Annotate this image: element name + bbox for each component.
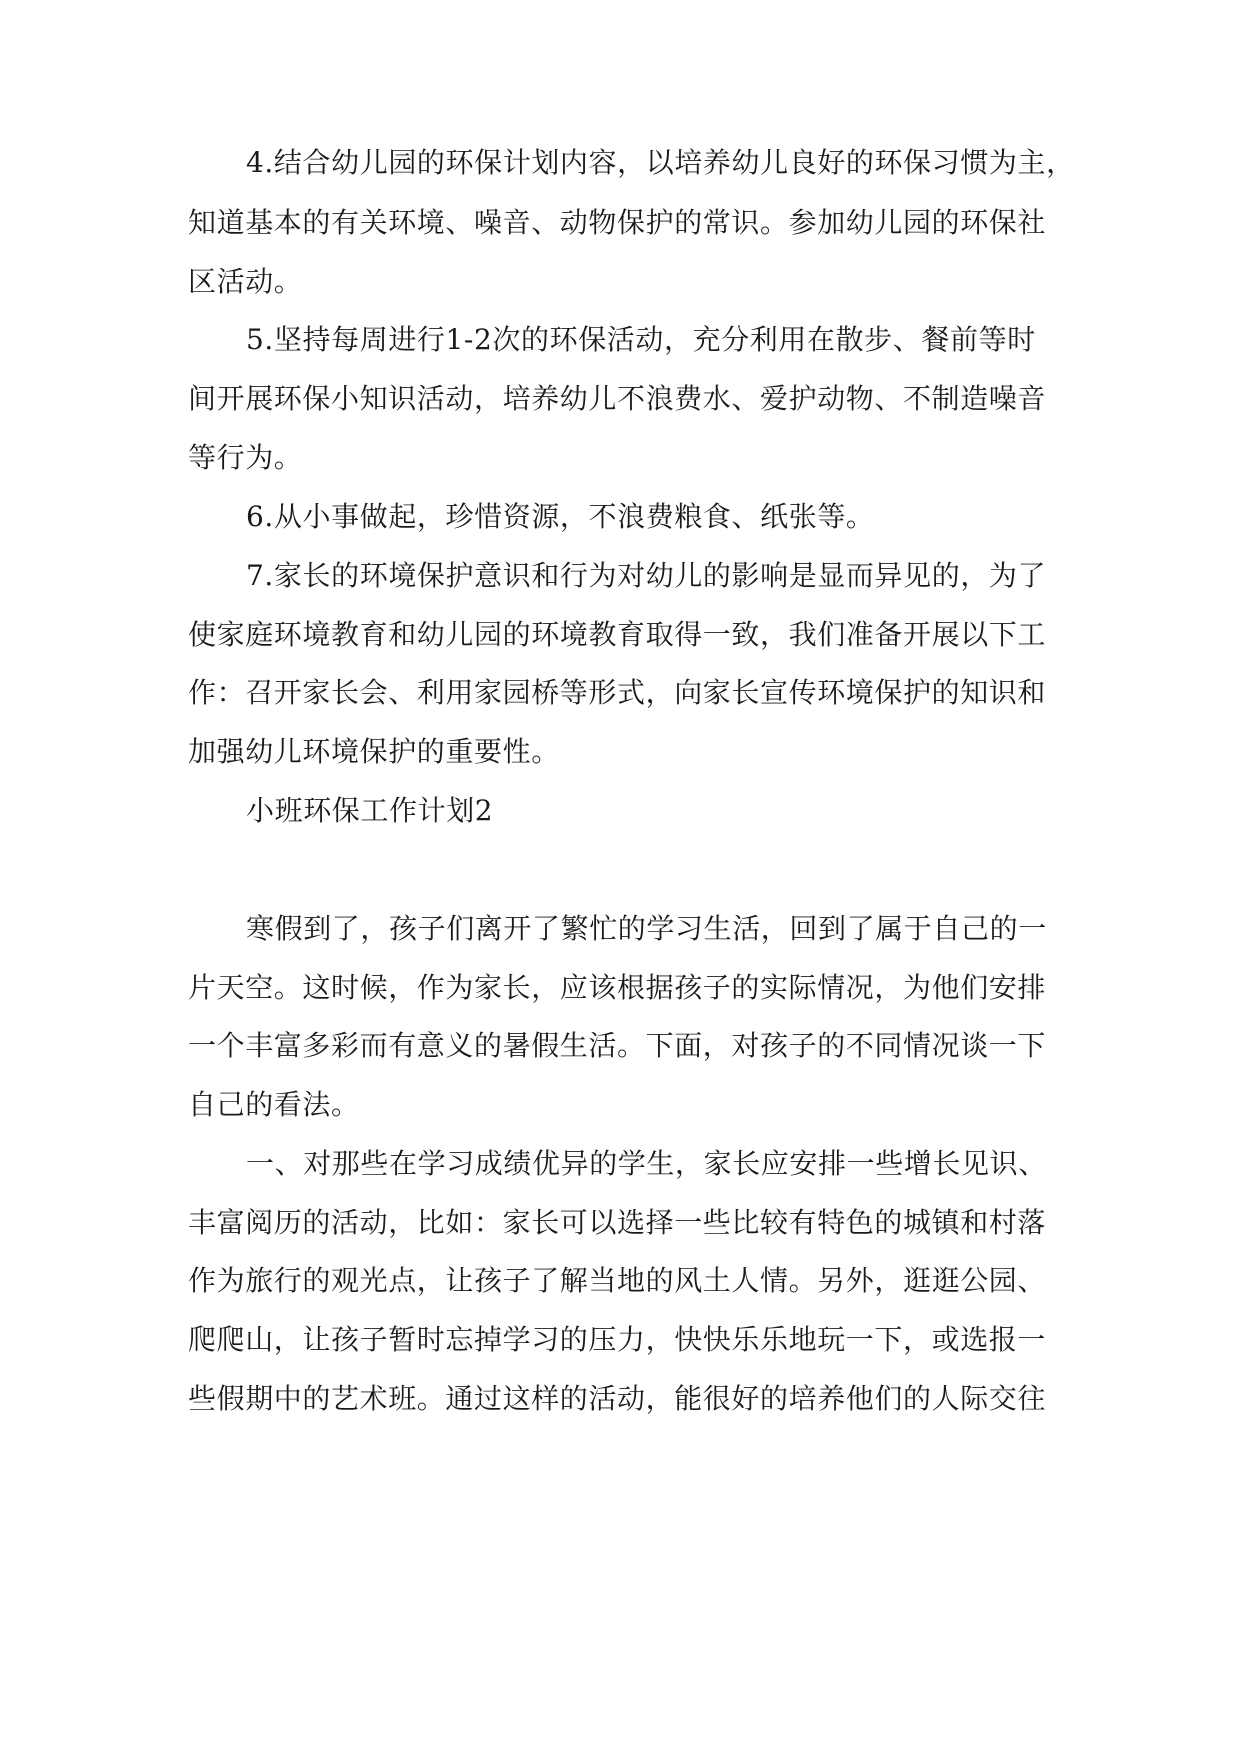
paragraph-5-line-1: 5.坚持每周进行1-2次的环保活动，充分利用在散步、餐前等时: [246, 323, 1036, 356]
point-one-line-3: 作为旅行的观光点，让孩子了解当地的风土人情。另外，逛逛公园、: [188, 1264, 1047, 1297]
intro-paragraph-line-2: 片天空。这时候，作为家长，应该根据孩子的实际情况，为他们安排: [188, 971, 1047, 1004]
paragraph-7-line-1: 7.家长的环境保护意识和行为对幼儿的影响是显而异见的，为了: [246, 559, 1047, 592]
paragraph-7-line-2: 使家庭环境教育和幼儿园的环境教育取得一致，我们准备开展以下工: [188, 618, 1047, 651]
intro-paragraph-line-3: 一个丰富多彩而有意义的暑假生活。下面，对孩子的不同情况谈一下: [188, 1029, 1047, 1062]
point-one-line-2: 丰富阅历的活动，比如：家长可以选择一些比较有特色的城镇和村落: [188, 1206, 1047, 1239]
paragraph-6-line-1: 6.从小事做起，珍惜资源，不浪费粮食、纸张等。: [246, 500, 875, 533]
point-one-line-1: 一、对那些在学习成绩优异的学生，家长应安排一些增长见识、: [246, 1147, 1047, 1180]
paragraph-7-line-4: 加强幼儿环境保护的重要性。: [188, 735, 560, 768]
paragraph-4-line-1: 4.结合幼儿园的环保计划内容，以培养幼儿良好的环保习惯为主，: [246, 146, 1075, 179]
point-one-line-5: 些假期中的艺术班。通过这样的活动，能很好的培养他们的人际交往: [188, 1382, 1047, 1415]
paragraph-4-line-3: 区活动。: [188, 265, 303, 298]
section-heading: 小班环保工作计划2: [246, 794, 494, 827]
intro-paragraph-line-1: 寒假到了，孩子们离开了繁忙的学习生活，回到了属于自己的一: [246, 912, 1047, 945]
point-one-line-4: 爬爬山，让孩子暂时忘掉学习的压力，快快乐乐地玩一下，或选报一: [188, 1323, 1047, 1356]
paragraph-5-line-3: 等行为。: [188, 441, 303, 474]
intro-paragraph-line-4: 自己的看法。: [188, 1088, 360, 1121]
paragraph-5-line-2: 间开展环保小知识活动，培养幼儿不浪费水、爱护动物、不制造噪音: [188, 382, 1047, 415]
paragraph-7-line-3: 作：召开家长会、利用家园桥等形式，向家长宣传环境保护的知识和: [188, 676, 1047, 709]
paragraph-4-line-2: 知道基本的有关环境、噪音、动物保护的常识。参加幼儿园的环保社: [188, 206, 1047, 239]
